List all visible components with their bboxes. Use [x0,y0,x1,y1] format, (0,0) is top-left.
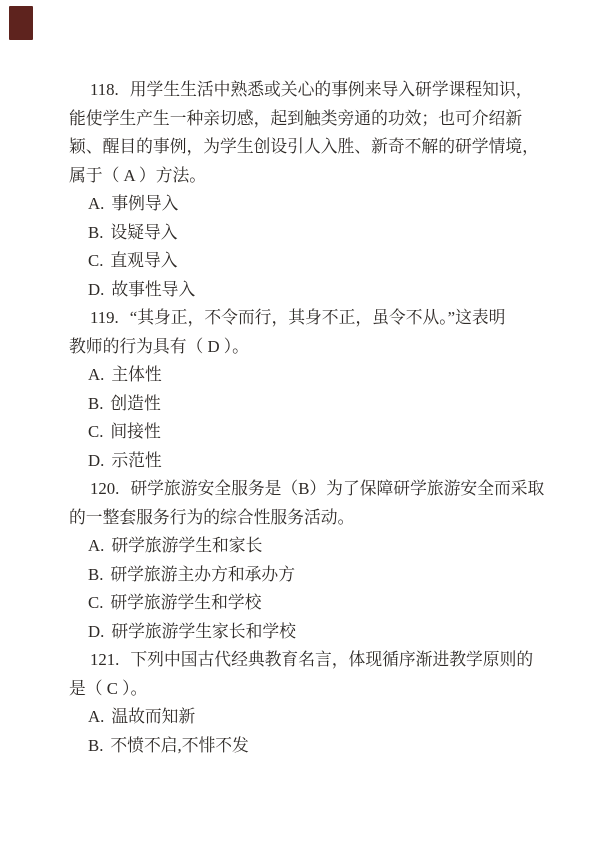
question-stem-line [69,475,569,504]
question-block-118 [69,76,569,304]
option-text: 创造性 [110,393,161,413]
question-stem-text: 用学生生活中熟悉或关心的事例来导入研学课程知识， [129,80,533,99]
option-row [69,703,569,732]
question-block-119 [69,304,569,475]
question-stem-line [69,304,569,333]
option-row [69,390,569,419]
question-block-120 [69,475,569,646]
option-text: 示范性 [111,450,162,470]
question-stem-line: 是（ C ）。 [69,678,148,698]
option-text: 直观导入 [110,251,178,270]
option-row [69,418,569,447]
question-stem-line: 能使学生产生一种亲切感，起到触类旁通的功效；也可介绍新 [69,108,523,128]
option-text: 故事性导入 [111,279,196,299]
question-stem-line: 属于（ A ）方法。 [69,165,207,185]
question-stem-text: 下列中国古代经典教育名言，体现循序渐进教学原则的 [130,650,534,669]
option-row [69,589,569,618]
option-label: A. [88,365,105,384]
option-text: 研学旅游学生和学校 [110,593,262,612]
option-row [69,219,569,248]
question-number: 119. [90,308,119,327]
option-row [69,732,569,761]
question-number: 121. [90,650,120,669]
option-text: 研学旅游主办方和承办方 [110,564,295,584]
option-text: 设疑导入 [110,222,178,242]
option-label: B. [88,393,104,413]
question-stem-line: 的一整套服务行为的综合性服务活动。 [69,507,355,527]
option-text: 事例导入 [111,194,179,213]
option-row [69,618,569,647]
question-stem-line: 教师的行为具有（ D ）。 [69,336,249,356]
option-row [69,561,569,590]
corner-stamp-mark [9,6,33,40]
option-label: A. [88,707,105,726]
option-text: 不愤不启,不悱不发 [110,735,249,755]
option-label: A. [88,194,105,213]
option-label: B. [88,564,104,584]
question-number: 118. [90,80,119,99]
question-number: 120. [90,479,120,498]
exam-text-block [69,76,569,760]
question-stem-text: 研学旅游安全服务是（B）为了保障研学旅游安全而采取 [130,479,545,498]
option-label: B. [88,735,104,755]
option-label: D. [88,450,105,470]
option-text: 研学旅游学生和家长 [111,536,263,555]
option-row [69,447,569,476]
option-row [69,361,569,390]
option-label: C. [88,593,104,612]
question-stem-line [69,76,569,105]
option-row [69,532,569,561]
option-text: 主体性 [111,365,162,384]
option-text: 研学旅游学生家长和学校 [111,621,296,641]
option-row [69,276,569,305]
option-label: B. [88,222,104,242]
question-block-121 [69,646,569,760]
option-text: 间接性 [110,422,161,441]
option-label: C. [88,251,104,270]
option-label: C. [88,422,104,441]
question-stem-line [69,646,569,675]
option-label: A. [88,536,105,555]
option-label: D. [88,279,105,299]
question-stem-text: “其身正，不令而行，其身不正，虽令不从。”这表明 [129,308,506,327]
option-row [69,190,569,219]
option-row [69,247,569,276]
option-text: 温故而知新 [111,707,196,726]
question-stem-line: 颖、醒目的事例，为学生创设引人入胜、新奇不解的研学情境， [69,137,539,156]
option-label: D. [88,621,105,641]
